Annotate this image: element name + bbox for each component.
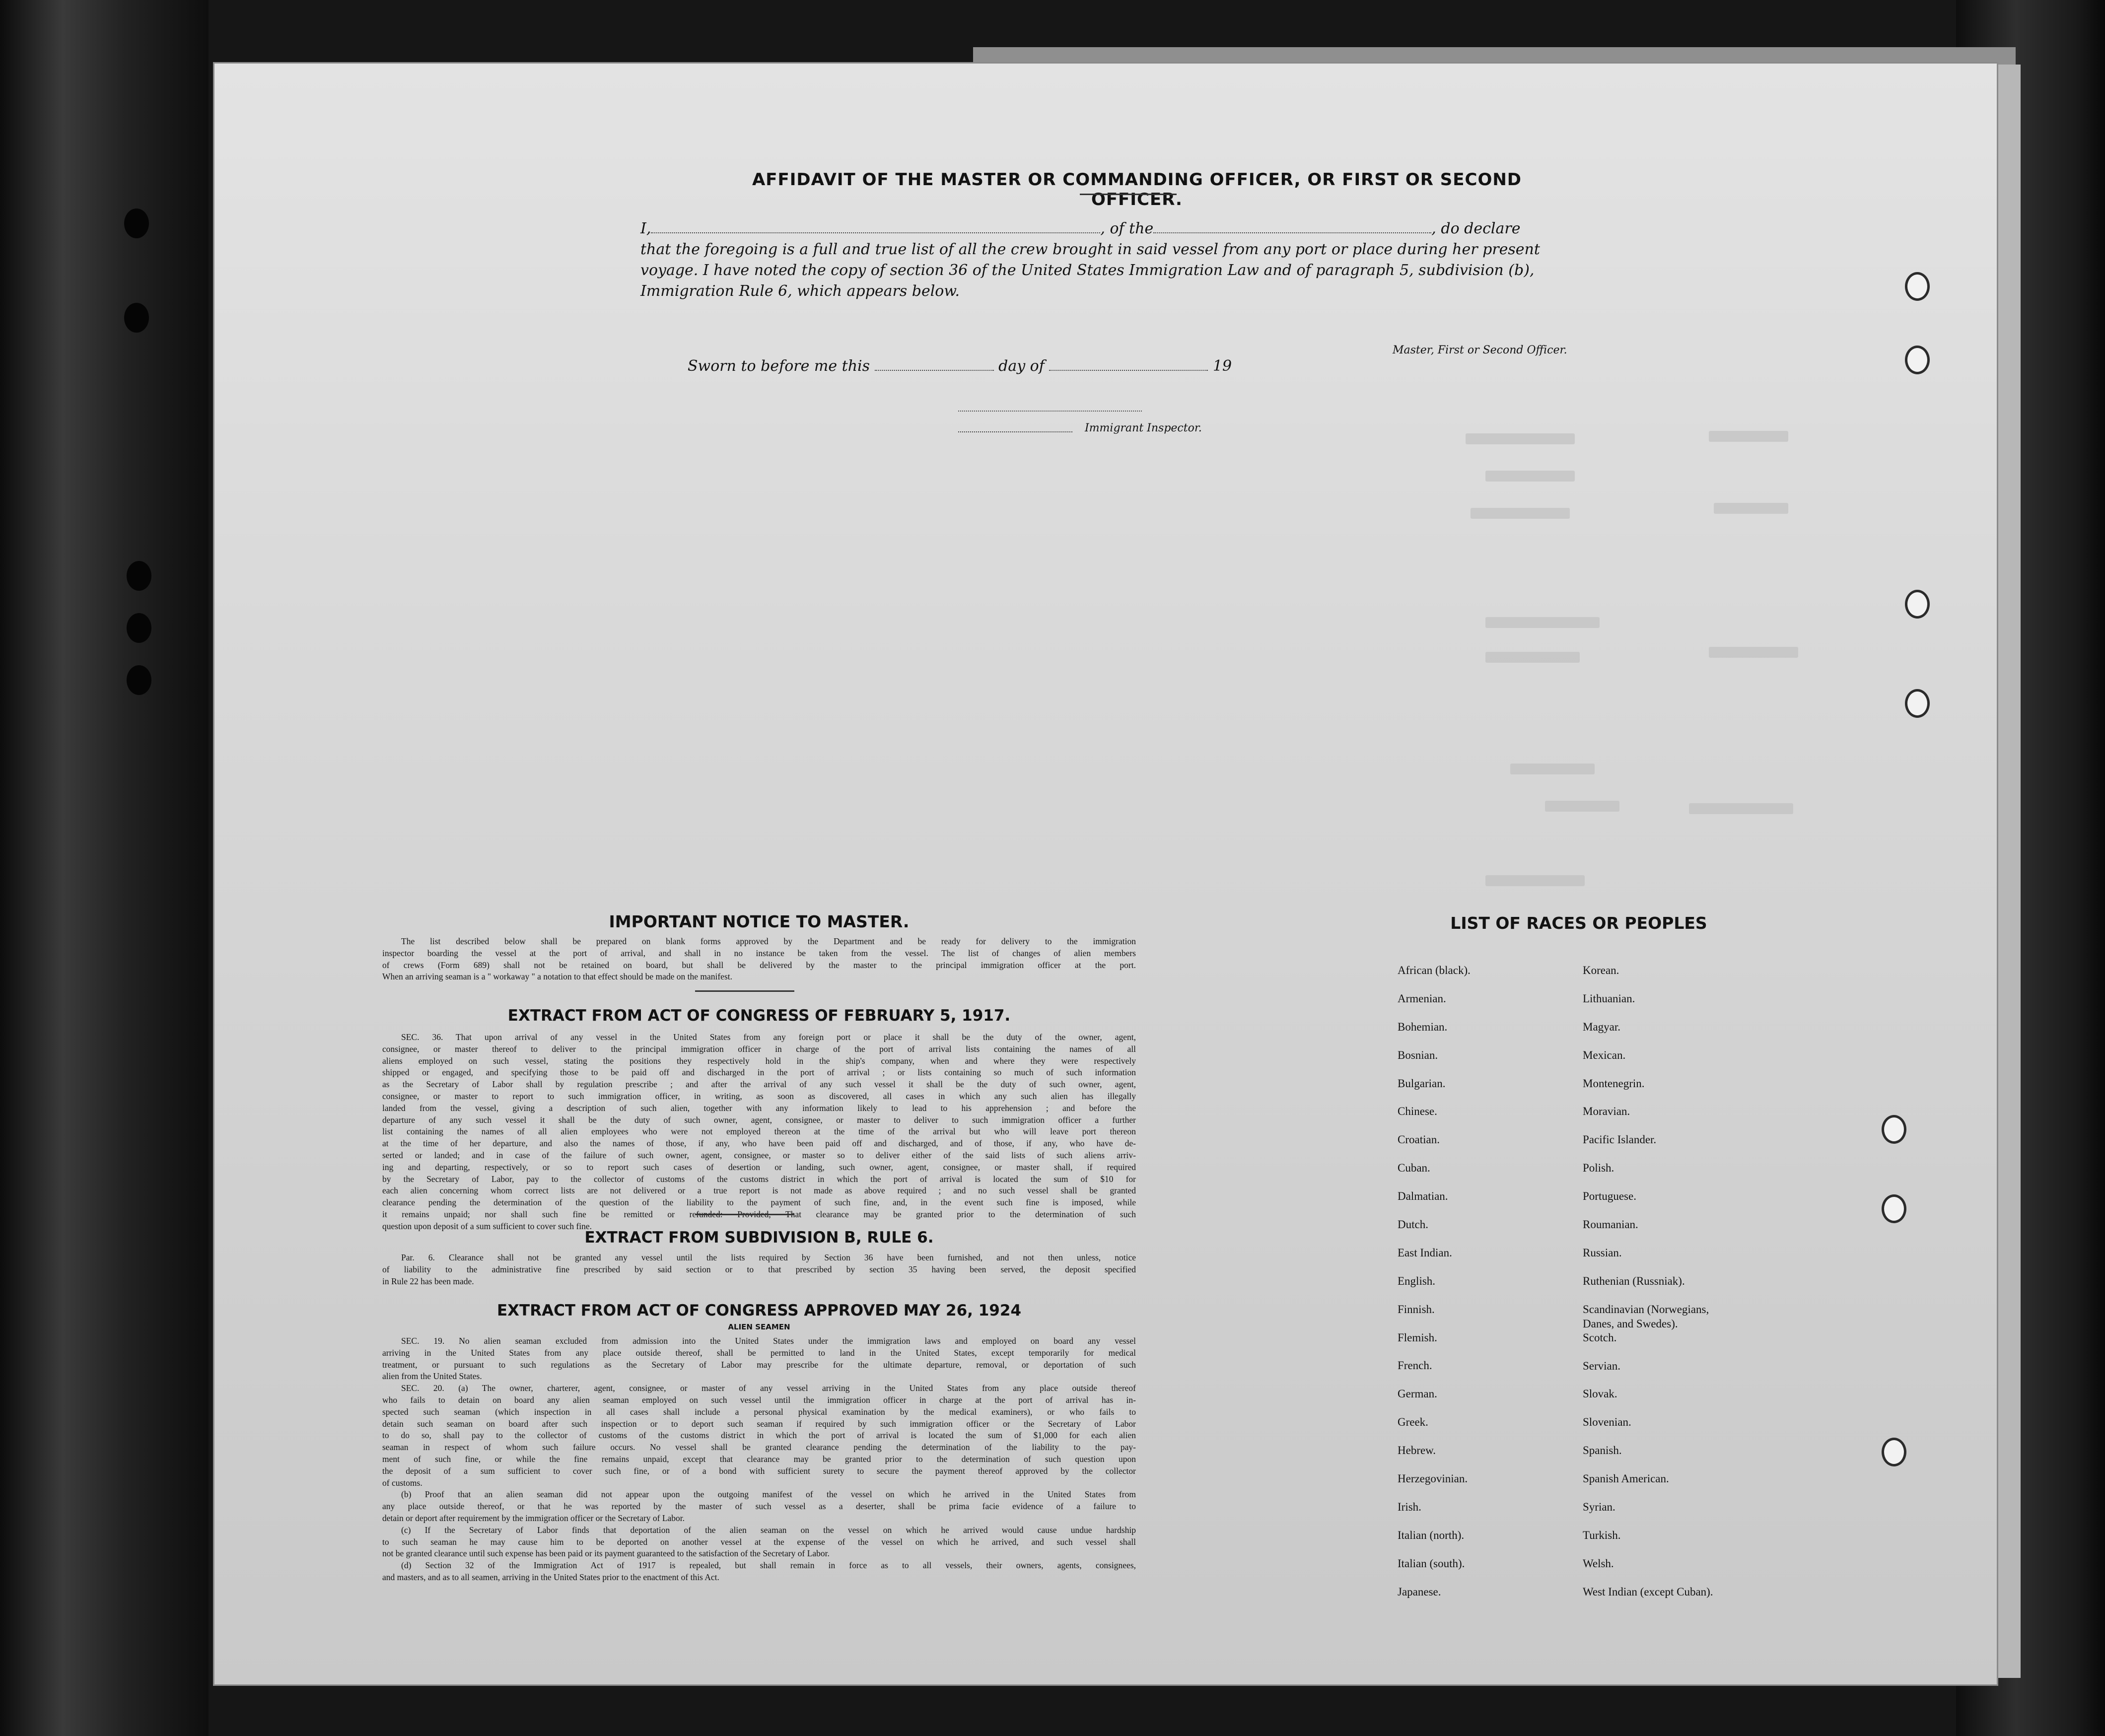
bleed-through-mark [1471, 508, 1570, 519]
bleed-through-mark [1485, 471, 1575, 482]
extract-1924-line: (d) Section 32 of the Immigration Act of 1917 is repealed, but shall remain in force as to all vessels, their owners, agents, consignees, [401, 1560, 1136, 1571]
race-item: English. [1398, 1274, 1436, 1287]
inspector-signature-line [958, 411, 1142, 412]
race-item: Bosnian. [1398, 1048, 1438, 1061]
extract-rule6-line: Par. 6. Clearance shall not be granted any vessel until the lists required by Section 36 have been furnished, and not then unless, notice [401, 1252, 1136, 1262]
extract-1917-line: it remains unpaid; nor shall such fine be remitted or refunded: Provided, That clearance may be granted prior to the determination of such [382, 1209, 1136, 1219]
extract-1924-line: not be granted clearance until such expense has been paid or its payment guaranteed to the satisfaction of the Secretary of Labor. [382, 1548, 830, 1559]
notice-line: The list described below shall be prepared on blank forms approved by the Department and be ready for delivery to the immigration [401, 936, 1136, 946]
race-item: Magyar. [1583, 1020, 1621, 1033]
race-item: Flemish. [1398, 1331, 1437, 1344]
affidavit-line-3: voyage. I have noted the copy of section 36 of the United States Immigration Law and of paragraph 5, subdivision (b), [640, 262, 1535, 279]
race-item: Slovenian. [1583, 1416, 1631, 1429]
affidavit-title: AFFIDAVIT OF THE MASTER OR COMMANDING OFFICER, OR FIRST OR SECOND OFFICER. [752, 170, 1522, 209]
extract-1924-line: the deposit of a sum sufficient to cover such fine, or of a bond with sufficient surety to secure the payment thereof approved by the collector [382, 1465, 1136, 1476]
affidavit-of-the: , of the [1100, 220, 1154, 237]
race-item: Spanish. [1583, 1444, 1622, 1457]
race-item: Finnish. [1398, 1303, 1435, 1316]
extract-1917-line: departure of any such vessel it shall be the duty of such owner, agent, consignee, or master to deliver to such immigration officer a further [382, 1114, 1136, 1125]
bleed-through-mark [1545, 801, 1619, 812]
punch-hole [1905, 272, 1930, 301]
extract-1924-line: of customs. [382, 1477, 422, 1488]
races-right-column [1583, 964, 1801, 1614]
bleed-through-mark [1714, 503, 1788, 514]
extract-1924-line: any place outside thereof, or that he was reported by the master of such vessel as a deserter, shall be prima facie evidence of a failure to [382, 1501, 1136, 1512]
extract-rule6-body [382, 1252, 1136, 1287]
race-item: Japanese. [1398, 1585, 1441, 1598]
extract-1924-line: detain or deport after requirement by the immigration officer or the Secretary of Labor. [382, 1513, 685, 1523]
extract-rule6-line: in Rule 22 has been made. [382, 1276, 474, 1286]
extract-rule6-title: EXTRACT FROM SUBDIVISION B, RULE 6. [584, 1229, 934, 1247]
punch-hole [1882, 1438, 1906, 1466]
extract-1917-title: EXTRACT FROM ACT OF CONGRESS OF FEBRUARY 5, 1917. [507, 1007, 1011, 1025]
race-item: Moravian. [1583, 1105, 1630, 1118]
extract-1917-line: by the Secretary of Labor, pay to the collector of customs of the customs district in which the port of arrival is located the sum of $10 for [382, 1174, 1136, 1184]
bleed-through-mark [1485, 617, 1600, 628]
notice-body [382, 936, 1136, 983]
race-item: Cuban. [1398, 1162, 1430, 1175]
name-field [651, 221, 1100, 233]
extract-1924-line: SEC. 19. No alien seaman excluded from admission into the United States under the immigration laws and employed on board any vessel [401, 1336, 1136, 1346]
extract-1924-line: SEC. 20. (a) The owner, charterer, agent, consignee, or master of any vessel arriving in the United States from any place outside thereof [401, 1383, 1136, 1393]
race-item: Greek. [1398, 1416, 1428, 1429]
extract-1917-line: shipped or engaged, and specifying those to be paid off and discharged in the port of arrival ; or lists containing so much of such information [382, 1067, 1136, 1078]
extract-1924-line: (b) Proof that an alien seaman did not appear upon the outgoing manifest of the vessel on which he arrived in the United States from [401, 1489, 1136, 1500]
race-item: Spanish American. [1583, 1472, 1669, 1485]
race-item: Scotch. [1583, 1331, 1617, 1344]
race-item: West Indian (except Cuban). [1583, 1585, 1713, 1598]
extract-1917-line: clearance pending the determination of the question of the liability to the payment of such fine, and, in the event such fine is imposed, while [382, 1197, 1136, 1208]
notice-line: of crews (Form 689) shall not be retained on board, but shall be delivered by the master to the principal immigration officer at the port. [382, 960, 1136, 970]
sworn-day-of: day of [998, 357, 1045, 375]
affidavit-i: I, [640, 220, 651, 237]
race-item: Dalmatian. [1398, 1190, 1448, 1203]
extract-1917-line: SEC. 36. That upon arrival of any vessel in the United States from any foreign port or place it shall be the duty of the owner, agent, [401, 1032, 1136, 1042]
race-item: Hebrew. [1398, 1444, 1436, 1457]
bleed-through-mark [1485, 652, 1580, 663]
extract-1917-line: consignee, or master to report to such immigration officer, in writing, as soon as discovered, all cases in which any such alien has illegally [382, 1091, 1136, 1101]
extract-1917-line: list containing the names of all alien employees who were not employed thereon at the time of the arrival but who will leave port thereon [382, 1126, 1136, 1137]
extract-1924-line: detain such seaman on board after such inspection or to deport such seaman if required by such immigration officer or the Secretary of Labor [382, 1418, 1136, 1429]
day-field [875, 359, 994, 371]
vessel-field [1153, 221, 1431, 233]
extract-1924-body [382, 1335, 1136, 1584]
race-item: Polish. [1583, 1162, 1614, 1175]
race-item: Turkish. [1583, 1528, 1621, 1541]
race-item: French. [1398, 1359, 1432, 1372]
section-divider [695, 1214, 794, 1215]
extract-1924-line: who fails to detain on board any alien seaman employed on such vessel until the immigration officer in charge at the port of arrival has in- [382, 1394, 1136, 1405]
affidavit-declare: , do declare [1431, 220, 1521, 237]
affidavit-line-4: Immigration Rule 6, which appears below. [640, 282, 960, 300]
extract-1924-line: treatment, or pursuant to such regulations as the Secretary of Labor may prescribe for the ultimate departure, removal, or deportation of such [382, 1359, 1136, 1370]
race-item: Syrian. [1583, 1501, 1615, 1514]
extract-1924-line: to such seaman he may cause him to be deported on another vessel at the expense of the vessel on which he arrived, and such vessel shall [382, 1536, 1136, 1547]
extract-rule6-line: of liability to the administrative fine prescribed by said section or to that prescribed by section 35 having been served, the deposit specified [382, 1264, 1136, 1274]
race-item: Danes, and Swedes). [1583, 1317, 1678, 1330]
extract-1917-line: serted or landed; and in case of the failure of such owner, agent, consignee, or master so to deliver either of the said lists of such aliens arriv- [382, 1150, 1136, 1160]
binder-hole-2 [124, 303, 149, 333]
extract-1924-line: (c) If the Secretary of Labor finds that deportation of the alien seaman on the vessel on which he arrived would cause undue hardship [401, 1525, 1136, 1535]
race-item: Bulgarian. [1398, 1077, 1446, 1090]
race-item: Dutch. [1398, 1218, 1428, 1231]
sworn-year: 19 [1212, 357, 1232, 375]
race-item: Scandinavian (Norwegians, [1583, 1303, 1709, 1316]
race-item: Italian (south). [1398, 1557, 1465, 1570]
punch-hole [1882, 1194, 1906, 1223]
punch-hole [1905, 346, 1930, 374]
race-item: Italian (north). [1398, 1528, 1465, 1541]
race-item: Welsh. [1583, 1557, 1614, 1570]
race-item: Montenegrin. [1583, 1077, 1645, 1090]
bleed-through-mark [1689, 803, 1793, 814]
sworn-line [688, 357, 1232, 375]
binder-hole-3 [127, 561, 151, 591]
race-item: Roumanian. [1583, 1218, 1638, 1231]
race-item: Armenian. [1398, 992, 1446, 1005]
extract-1924-subtitle: ALIEN SEAMEN [728, 1322, 790, 1331]
races-title: LIST OF RACES OR PEOPLES [1450, 913, 1707, 933]
inspector-dotted-prefix [958, 423, 1072, 435]
race-item: Irish. [1398, 1500, 1421, 1513]
extract-1917-line: landed from the vessel, giving a description of such alien, together with any information likely to lead to his apprehension ; and before the [382, 1103, 1136, 1113]
race-item: Mexican. [1583, 1048, 1626, 1061]
affidavit-line-2: that the foregoing is a full and true list of all the crew brought in said vessel from any port or place during her present [640, 241, 1540, 258]
extract-1924-line: and masters, and as to all seamen, arriving in the United States prior to the enactment of this Act. [382, 1572, 719, 1582]
bleed-through-mark [1709, 431, 1788, 442]
race-item: Pacific Islander. [1583, 1133, 1657, 1146]
inspector-label: Immigrant Inspector. [1085, 422, 1202, 434]
race-item: Servian. [1583, 1359, 1621, 1372]
extract-1924-title: EXTRACT FROM ACT OF CONGRESS APPROVED MAY 26, 1924 [496, 1302, 1022, 1319]
title-underline [1080, 194, 1177, 195]
extract-1924-line: ment of such fine, or while the fine remains unpaid, except that clearance may be granted prior to the determination of such question upon [382, 1454, 1136, 1464]
race-item: Herzegovinian. [1398, 1472, 1468, 1485]
extract-1924-line: to do so, shall pay to the collector of customs of the customs district in which the port of arrival is located the sum of $1,000 for each alien [382, 1430, 1136, 1441]
extract-1924-line: arriving in the United States from any place outside thereof, shall be permitted to land in the United States, except temporarily for medical [382, 1347, 1136, 1358]
extract-1917-body [382, 1032, 1136, 1233]
bleed-through-mark [1510, 764, 1595, 774]
binder-hole-5 [127, 665, 151, 695]
extract-1917-line: aliens employed on such vessel, stating the positions they respectively hold in the ship's company, when and where they were respectively [382, 1055, 1136, 1066]
race-item: Chinese. [1398, 1105, 1437, 1118]
race-item: Portuguese. [1583, 1190, 1636, 1203]
race-item: German. [1398, 1388, 1437, 1400]
bleed-through-mark [1485, 875, 1585, 886]
extract-1917-line: ing and departing, respectively, or so to report such cases of desertion or landing, such owner, agent, consignee, or master shall, if required [382, 1162, 1136, 1172]
film-edge-left [0, 0, 209, 1736]
race-item: Korean. [1583, 964, 1619, 976]
bleed-through-mark [1709, 647, 1798, 658]
extract-1924-line: seaman in respect of whom such failure occurs. No vessel shall be granted clearance pending the determination of the liability to the pay- [382, 1442, 1136, 1453]
extract-1917-line: at the time of her departure, and also the names of those, if any, who have been paid off and discharged, and of those, if any, who have de- [382, 1138, 1136, 1149]
master-signature-label: Master, First or Second Officer. [1393, 344, 1567, 356]
punch-hole [1905, 590, 1930, 619]
extract-1924-line: alien from the United States. [382, 1371, 482, 1382]
extract-1917-line: question upon deposit of a sum sufficient to cover such fine. [382, 1221, 592, 1231]
notice-title: IMPORTANT NOTICE TO MASTER. [609, 912, 910, 931]
extract-1924-line: spected such seaman (which inspection in all cases shall include a personal physical examination by the medical examiners), or who fails to [382, 1406, 1136, 1417]
extract-1917-line: consignee, or master thereof to deliver to the principal immigration officer in charge of the port of arrival lists containing the names of all [382, 1043, 1136, 1054]
race-item: Russian. [1583, 1246, 1622, 1259]
month-field [1049, 359, 1208, 371]
punch-hole [1905, 689, 1930, 718]
race-item: Slovak. [1583, 1388, 1617, 1400]
punch-hole [1882, 1115, 1906, 1144]
notice-line: When an arriving seaman is a " workaway " a notation to that effect should be made on the manifest. [382, 972, 732, 982]
binder-hole-1 [124, 208, 149, 238]
notice-line: inspector boarding the vessel at the port of arrival, and shall in no instance be taken from the vessel. The list of changes of alien members [382, 948, 1136, 958]
bleed-through-mark [1466, 433, 1575, 444]
race-item: African (black). [1398, 964, 1471, 976]
extract-1917-line: each alien concerning whom correct lists are not delivered or a true report is not made as above required ; and no such vessel shall be granted [382, 1185, 1136, 1196]
extract-1917-line: as the Secretary of Labor shall by regulation prescribe ; and after the arrival of any such vessel it shall be the duty of such owner, agent, [382, 1079, 1136, 1090]
race-item: Croatian. [1398, 1133, 1440, 1146]
section-divider [695, 990, 794, 992]
binder-hole-4 [127, 613, 151, 643]
affidavit-line-1 [640, 220, 1521, 237]
race-item: East Indian. [1398, 1246, 1452, 1259]
sworn-prefix: Sworn to before me this [688, 357, 870, 375]
race-item: Bohemian. [1398, 1020, 1448, 1033]
race-item: Lithuanian. [1583, 992, 1635, 1005]
race-item: Ruthenian (Russniak). [1583, 1274, 1685, 1287]
